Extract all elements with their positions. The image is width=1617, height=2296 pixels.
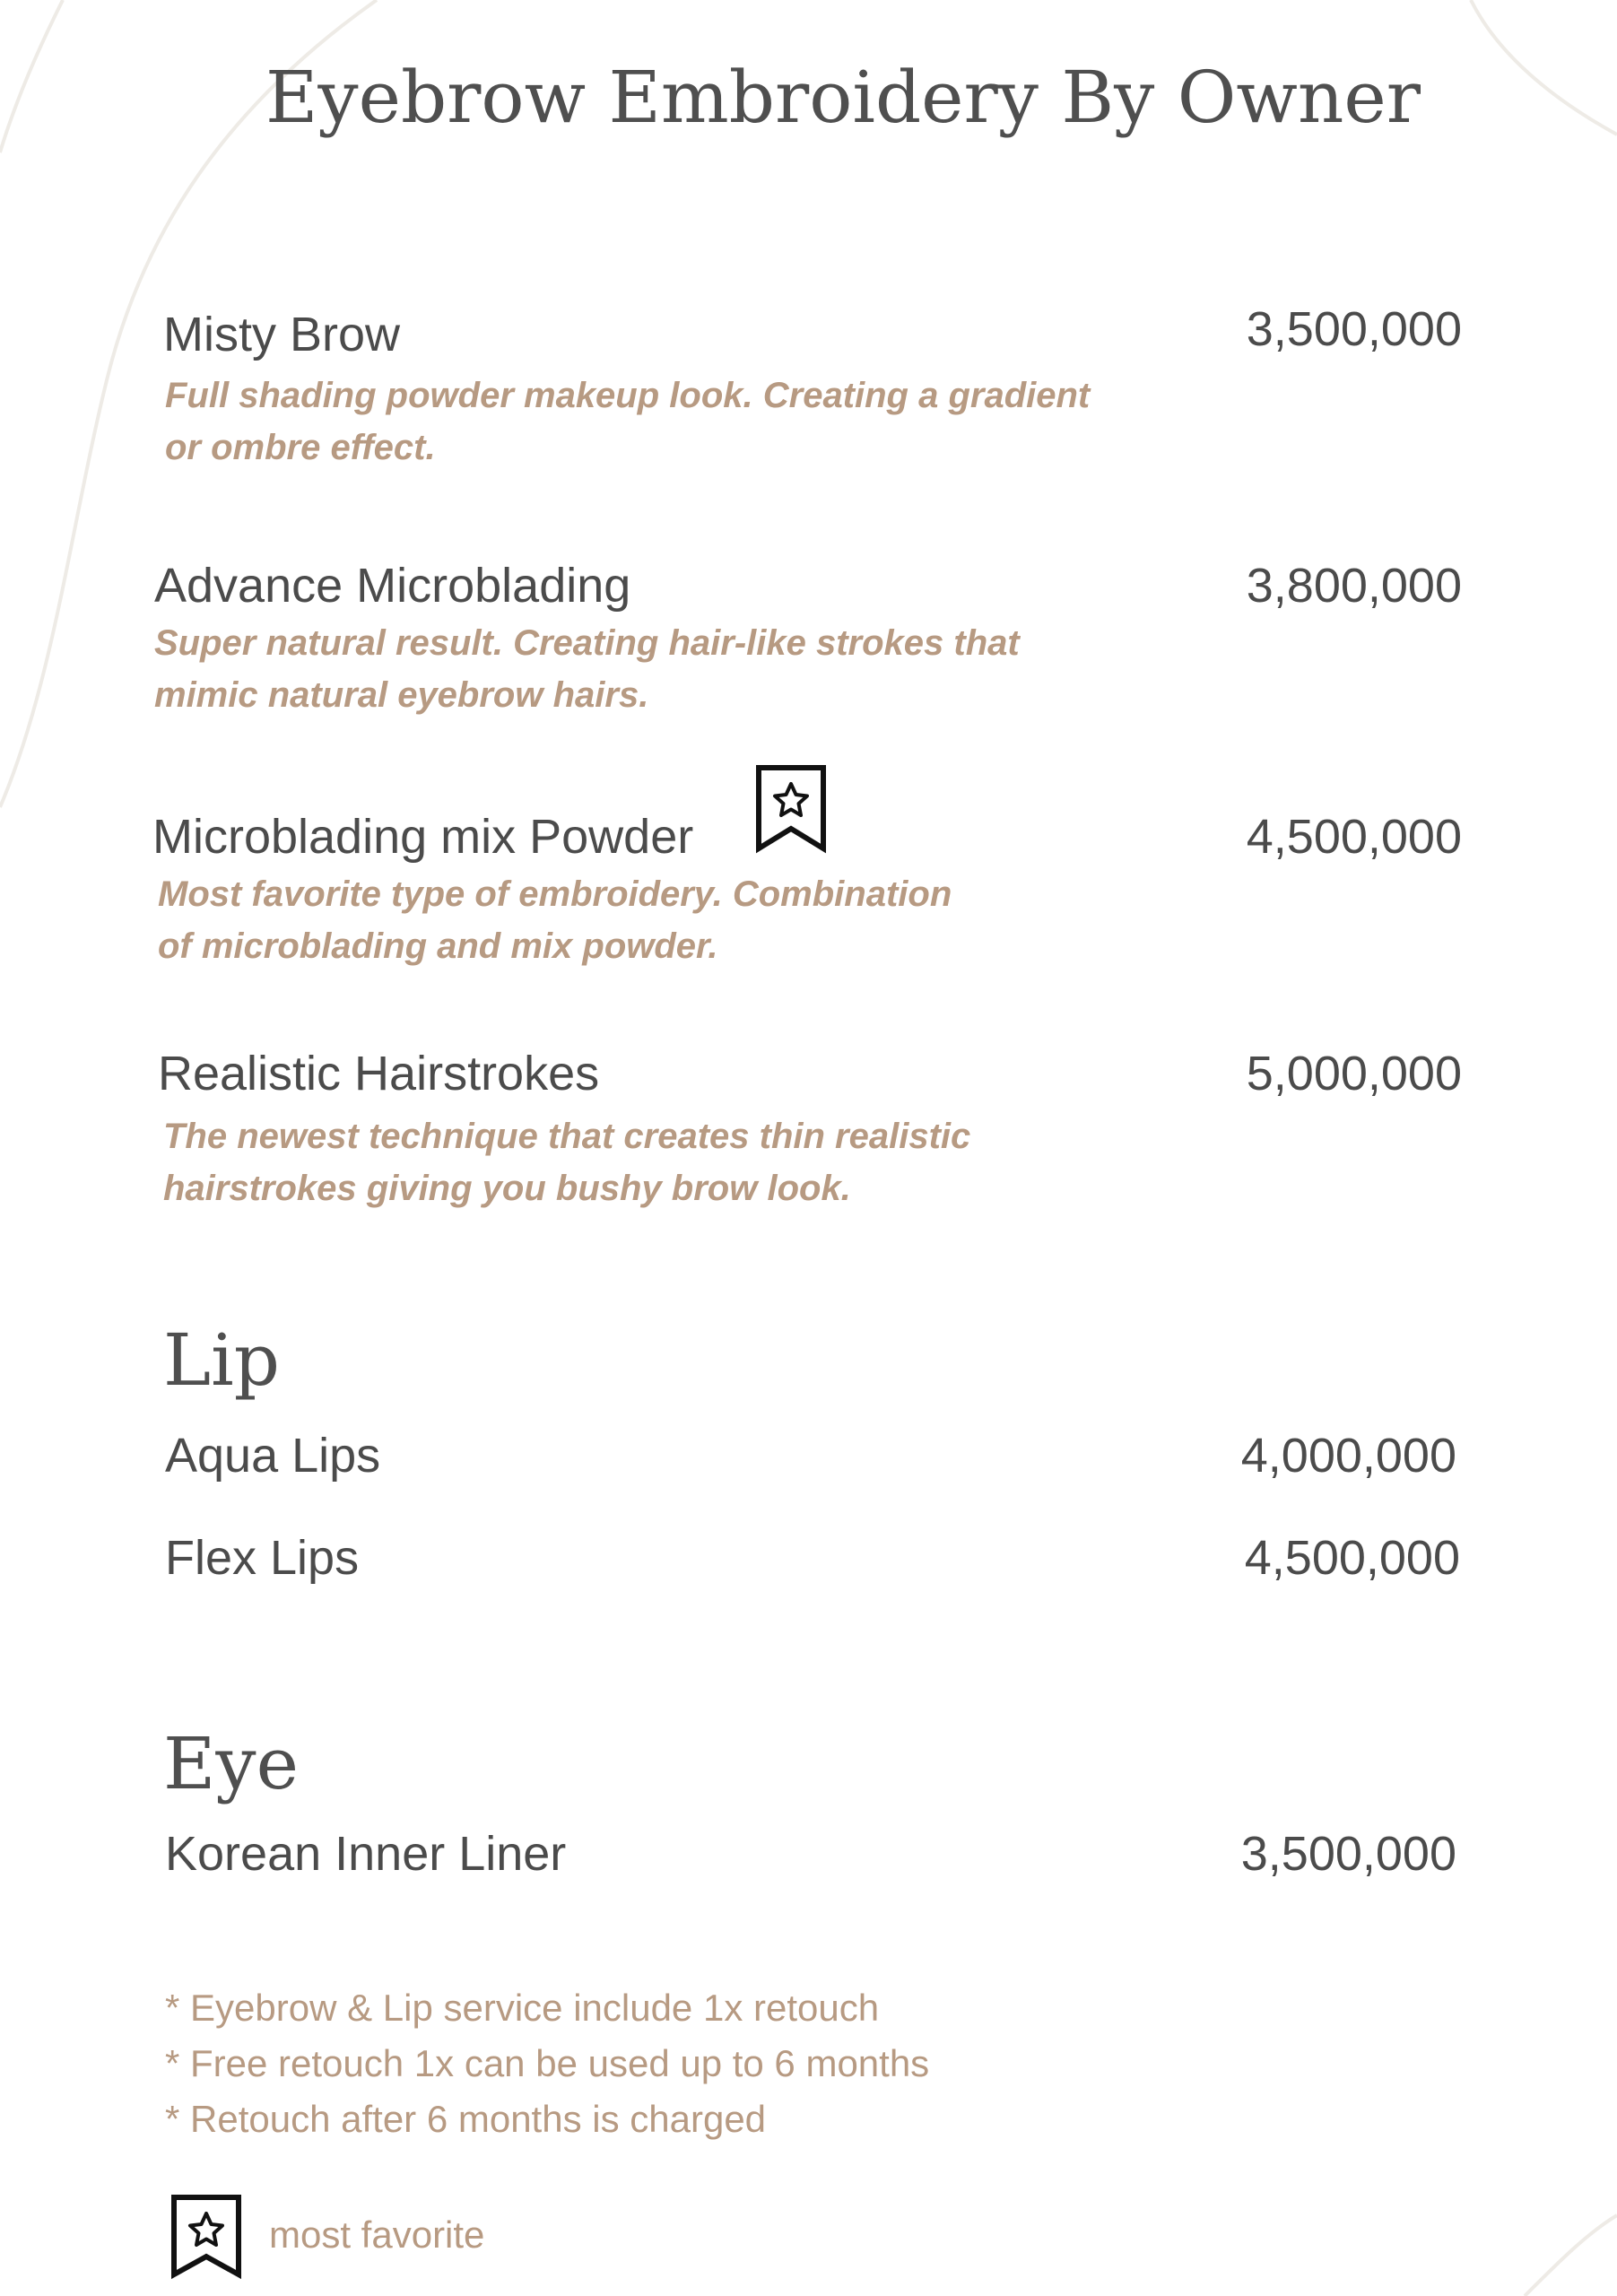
section-title-eye: Eye bbox=[163, 1722, 299, 1805]
note-line: * Retouch after 6 months is charged bbox=[165, 2098, 767, 2140]
service-description bbox=[154, 617, 1230, 721]
service-name: Realistic Hairstrokes bbox=[158, 1047, 600, 1100]
service-price: 3,500,000 bbox=[1246, 302, 1462, 356]
service-price: 3,500,000 bbox=[1240, 1827, 1456, 1881]
notes bbox=[165, 1980, 929, 2147]
service-name: Misty Brow bbox=[163, 308, 401, 361]
service-price: 4,500,000 bbox=[1244, 1531, 1460, 1585]
service-price: 3,800,000 bbox=[1246, 559, 1462, 613]
page-title: Eyebrow Embroidery By Owner bbox=[265, 56, 1421, 139]
service-price: 4,500,000 bbox=[1246, 810, 1462, 864]
description-line: or ombre effect. bbox=[165, 428, 436, 467]
description-line: hairstrokes giving you bushy brow look. bbox=[163, 1169, 851, 1208]
service-price: 5,000,000 bbox=[1246, 1047, 1462, 1100]
description-line: Super natural result. Creating hair-like strokes that bbox=[154, 623, 1020, 663]
service-description bbox=[165, 370, 1241, 474]
service-name: Microblading mix Powder bbox=[152, 810, 694, 864]
service-name: Aqua Lips bbox=[165, 1429, 381, 1483]
description-line: of microblading and mix powder. bbox=[158, 926, 718, 966]
description-line: Full shading powder makeup look. Creating a gradient bbox=[165, 376, 1091, 415]
service-price: 4,000,000 bbox=[1240, 1429, 1456, 1483]
bookmark-star-icon bbox=[170, 2194, 242, 2280]
description-line: mimic natural eyebrow hairs. bbox=[154, 675, 649, 715]
service-description bbox=[158, 868, 1234, 972]
note-line: * Free retouch 1x can be used up to 6 months bbox=[165, 2042, 930, 2084]
section-title-lip: Lip bbox=[163, 1318, 280, 1402]
description-line: The newest technique that creates thin realistic bbox=[163, 1117, 971, 1156]
note-line: * Eyebrow & Lip service include 1x retouch bbox=[165, 1987, 880, 2029]
service-name: Flex Lips bbox=[165, 1531, 360, 1585]
legend-label: most favorite bbox=[269, 2213, 485, 2256]
service-name: Advance Microblading bbox=[154, 559, 631, 613]
bookmark-star-icon bbox=[755, 764, 827, 854]
service-name: Korean Inner Liner bbox=[165, 1827, 567, 1881]
description-line: Most favorite type of embroidery. Combination bbox=[158, 874, 952, 914]
service-description bbox=[163, 1110, 1239, 1214]
